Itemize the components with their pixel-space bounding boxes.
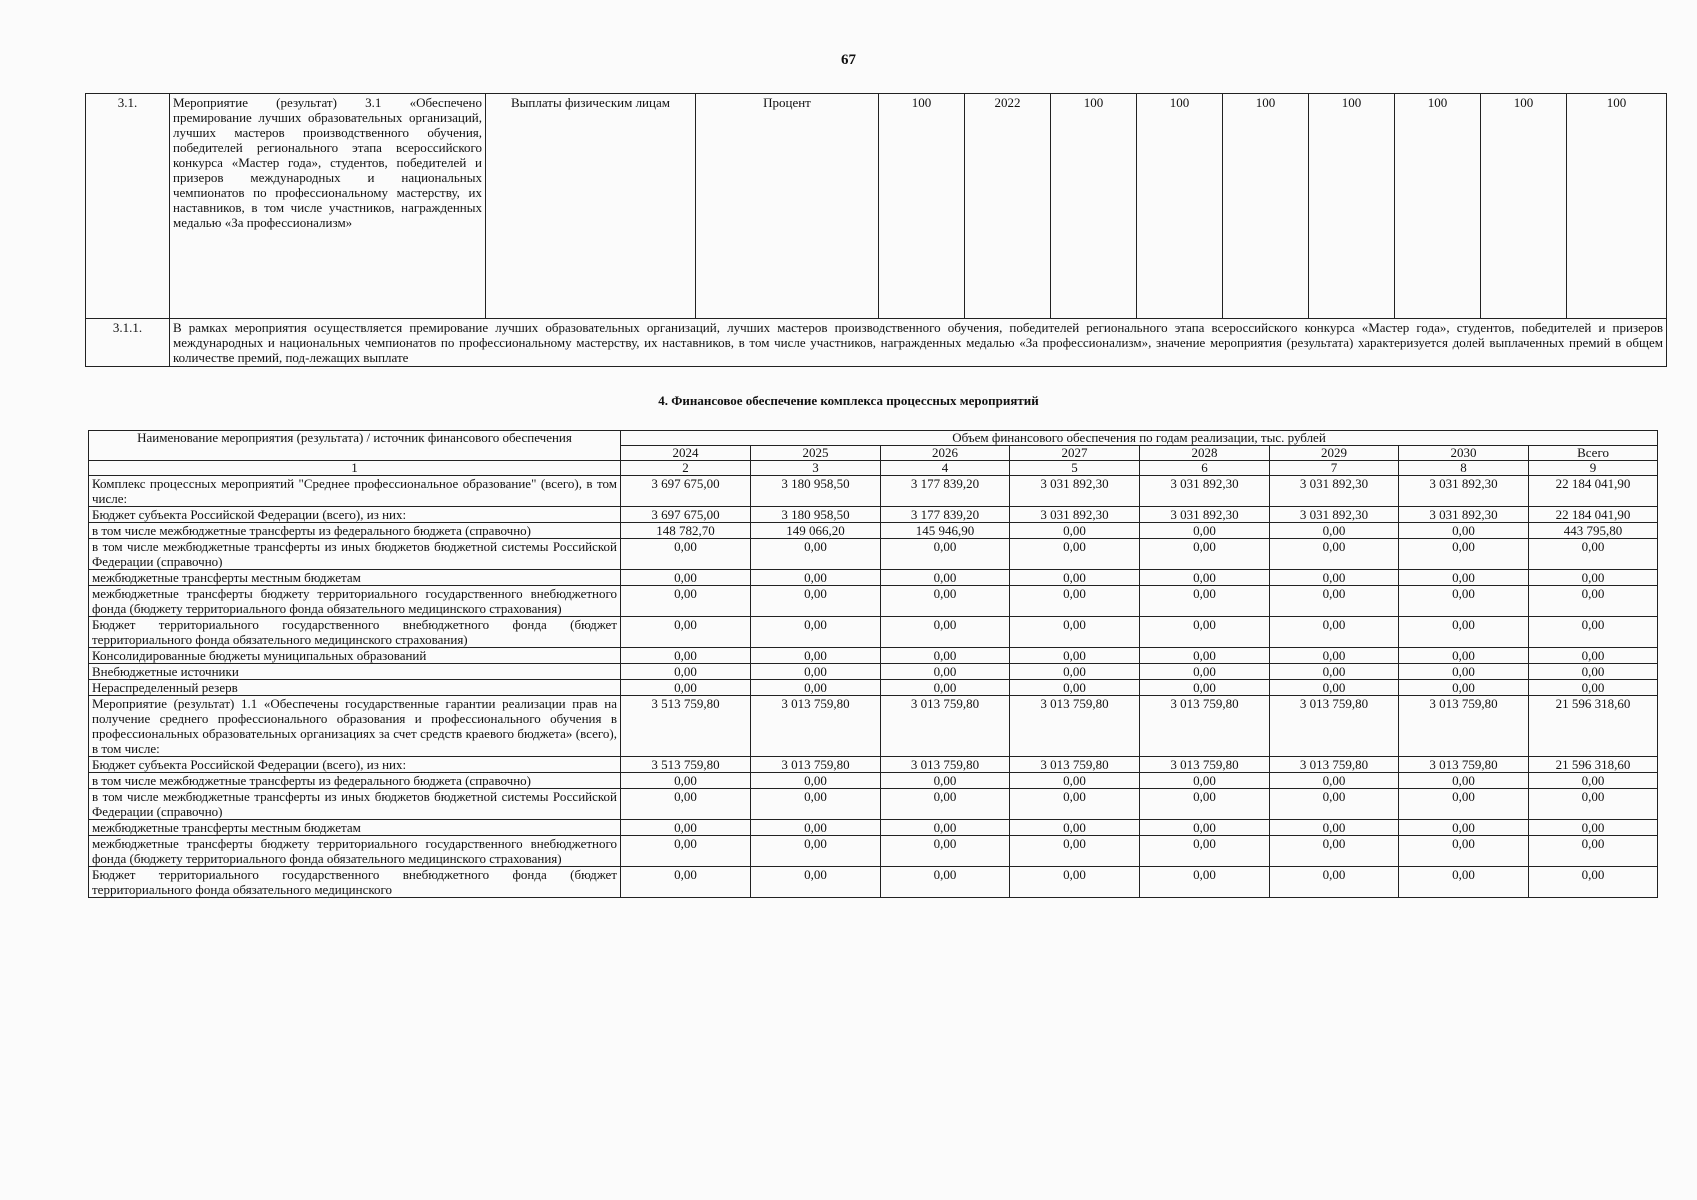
row-value: 0,00	[751, 680, 881, 696]
row-value: 3 013 759,80	[1010, 757, 1140, 773]
row-value: 3 031 892,30	[1140, 476, 1270, 507]
row-total: 0,00	[1529, 664, 1658, 680]
row-value: 0,00	[1140, 539, 1270, 570]
row-value: 3 013 759,80	[1399, 696, 1529, 757]
row-name: Бюджет территориального государственного внебюджетного фонда (бюджет территориального фонда обязательного медицинского	[89, 867, 621, 898]
row-value: 0,00	[621, 773, 751, 789]
row-total: 0,00	[1529, 820, 1658, 836]
row-value: 0,00	[621, 820, 751, 836]
row-value: 3 180 958,50	[751, 476, 881, 507]
year-header: 2025	[751, 446, 881, 461]
row-value: 0,00	[1399, 586, 1529, 617]
row-value: 0,00	[881, 773, 1010, 789]
activity-value: 100	[1051, 94, 1137, 319]
row-name: Мероприятие (результат) 1.1 «Обеспечены государственные гарантии реализации прав на получение среднего профессионального образования и профессионального обучения в профессиональных образовательных организациях за счет средств краевого бюджета» (всего), в том числе:	[89, 696, 621, 757]
row-value: 0,00	[1140, 617, 1270, 648]
row-value: 3 031 892,30	[1010, 507, 1140, 523]
row-value: 0,00	[1010, 867, 1140, 898]
column-number: 5	[1010, 461, 1140, 476]
year-header: 2024	[621, 446, 751, 461]
row-value: 3 013 759,80	[1399, 757, 1529, 773]
row-total: 0,00	[1529, 789, 1658, 820]
row-value: 0,00	[1270, 617, 1399, 648]
row-value: 0,00	[881, 586, 1010, 617]
row-value: 0,00	[751, 773, 881, 789]
row-value: 0,00	[1270, 773, 1399, 789]
volume-column-header: Объем финансового обеспечения по годам реализации, тыс. рублей	[621, 431, 1658, 446]
activity-type: Выплаты физическим лицам	[486, 94, 696, 319]
activity-name: Мероприятие (результат) 3.1 «Обеспечено премирование лучших образовательных организаций, лучших мастеров производственного обучения, победителей регионального этапа всероссийского конкурса «Мастер года», студентов, победителей и призеров международных и национальных чемпионатов по профессиональному мастерству, их наставников, в том числе участников, награжденных медалью «За профессионализм»	[170, 94, 486, 319]
finance-row	[89, 570, 1658, 586]
year-header: 2029	[1270, 446, 1399, 461]
row-value: 0,00	[881, 680, 1010, 696]
row-value: 0,00	[1270, 867, 1399, 898]
section-title: 4. Финансовое обеспечение комплекса процессных мероприятий	[658, 393, 1039, 408]
row-value: 145 946,90	[881, 523, 1010, 539]
row-value: 3 180 958,50	[751, 507, 881, 523]
activity-table	[85, 93, 1667, 367]
column-number: 4	[881, 461, 1010, 476]
row-value: 0,00	[1399, 789, 1529, 820]
row-value: 3 697 675,00	[621, 476, 751, 507]
finance-row	[89, 586, 1658, 617]
row-name: Бюджет территориального государственного внебюджетного фонда (бюджет территориального фонда обязательного медицинского страхования)	[89, 617, 621, 648]
row-value: 0,00	[881, 820, 1010, 836]
row-value: 0,00	[1270, 836, 1399, 867]
row-value: 0,00	[751, 836, 881, 867]
activity-value: 100	[1137, 94, 1223, 319]
row-value: 3 013 759,80	[881, 757, 1010, 773]
row-value: 0,00	[621, 539, 751, 570]
row-value: 0,00	[1010, 586, 1140, 617]
row-value: 0,00	[1010, 539, 1140, 570]
row-value: 0,00	[1010, 648, 1140, 664]
row-value: 0,00	[621, 617, 751, 648]
row-value: 0,00	[1010, 820, 1140, 836]
column-number: 7	[1270, 461, 1399, 476]
activity-note-number: 3.1.1.	[86, 319, 170, 367]
row-value: 0,00	[751, 820, 881, 836]
row-value: 3 513 759,80	[621, 696, 751, 757]
row-value: 0,00	[751, 867, 881, 898]
row-total: 443 795,80	[1529, 523, 1658, 539]
row-value: 0,00	[751, 570, 881, 586]
finance-row	[89, 820, 1658, 836]
row-value: 0,00	[1399, 820, 1529, 836]
row-value: 0,00	[621, 789, 751, 820]
row-value: 0,00	[1399, 773, 1529, 789]
row-value: 0,00	[1010, 570, 1140, 586]
finance-row	[89, 867, 1658, 898]
name-column-header: Наименование мероприятия (результата) / источник финансового обеспечения	[89, 431, 621, 461]
activity-value: 100	[1223, 94, 1309, 319]
finance-row	[89, 476, 1658, 507]
row-name: в том числе межбюджетные трансферты из иных бюджетов бюджетной системы Российской Федерации (справочно)	[89, 539, 621, 570]
row-total: 0,00	[1529, 617, 1658, 648]
year-header: 2026	[881, 446, 1010, 461]
row-value: 0,00	[1140, 820, 1270, 836]
column-number: 6	[1140, 461, 1270, 476]
row-value: 0,00	[1399, 570, 1529, 586]
row-value: 0,00	[881, 617, 1010, 648]
row-value: 0,00	[881, 867, 1010, 898]
row-name: Нераспределенный резерв	[89, 680, 621, 696]
column-number: 9	[1529, 461, 1658, 476]
finance-table	[88, 430, 1658, 898]
row-value: 3 013 759,80	[1140, 757, 1270, 773]
row-name: межбюджетные трансферты местным бюджетам	[89, 820, 621, 836]
row-total: 22 184 041,90	[1529, 507, 1658, 523]
row-value: 0,00	[1140, 570, 1270, 586]
row-value: 3 013 759,80	[1270, 696, 1399, 757]
row-value: 0,00	[1140, 773, 1270, 789]
row-value: 0,00	[1399, 648, 1529, 664]
row-name: в том числе межбюджетные трансферты из федерального бюджета (справочно)	[89, 773, 621, 789]
row-value: 0,00	[1140, 664, 1270, 680]
row-value: 3 031 892,30	[1140, 507, 1270, 523]
row-name: межбюджетные трансферты местным бюджетам	[89, 570, 621, 586]
row-value: 3 513 759,80	[621, 757, 751, 773]
activity-base-year: 2022	[965, 94, 1051, 319]
row-value: 0,00	[1140, 789, 1270, 820]
row-value: 0,00	[1140, 836, 1270, 867]
row-value: 0,00	[881, 664, 1010, 680]
row-value: 0,00	[1399, 539, 1529, 570]
row-total: 0,00	[1529, 773, 1658, 789]
row-total: 21 596 318,60	[1529, 696, 1658, 757]
finance-row	[89, 836, 1658, 867]
row-value: 0,00	[751, 539, 881, 570]
column-number: 8	[1399, 461, 1529, 476]
row-value: 0,00	[621, 836, 751, 867]
row-value: 3 013 759,80	[1010, 696, 1140, 757]
row-value: 0,00	[1140, 648, 1270, 664]
row-value: 0,00	[1140, 523, 1270, 539]
row-name: Комплекс процессных мероприятий "Среднее профессиональное образование" (всего), в том числе:	[89, 476, 621, 507]
activity-note-row	[86, 319, 1667, 367]
finance-row	[89, 523, 1658, 539]
finance-row	[89, 757, 1658, 773]
row-value: 0,00	[1010, 773, 1140, 789]
row-name: в том числе межбюджетные трансферты из иных бюджетов бюджетной системы Российской Федерации (справочно)	[89, 789, 621, 820]
activity-unit: Процент	[696, 94, 879, 319]
row-value: 0,00	[1270, 539, 1399, 570]
row-value: 0,00	[881, 648, 1010, 664]
row-value: 148 782,70	[621, 523, 751, 539]
finance-row	[89, 773, 1658, 789]
row-value: 0,00	[1270, 523, 1399, 539]
row-value: 0,00	[881, 789, 1010, 820]
row-value: 3 031 892,30	[1399, 476, 1529, 507]
finance-row	[89, 696, 1658, 757]
row-value: 0,00	[751, 664, 881, 680]
activity-note-text: В рамках мероприятия осуществляется премирование лучших образовательных организаций, лучших мастеров производственного обучения, победителей регионального этапа всероссийского конкурса «Мастер года», студентов, победителей и призеров международных и национальных чемпионатов по профессиональному мастерству, их наставников, в том числе участников, награжденных медалью «За профессионализм», значение мероприятия (результата) характеризуется долей выплаченных премий в общем количестве премий, под-лежащих выплате	[170, 319, 1667, 367]
row-value: 3 013 759,80	[881, 696, 1010, 757]
row-value: 0,00	[1399, 680, 1529, 696]
row-value: 3 697 675,00	[621, 507, 751, 523]
total-header: Всего	[1529, 446, 1658, 461]
row-name: Бюджет субъекта Российской Федерации (всего), из них:	[89, 507, 621, 523]
row-value: 0,00	[751, 617, 881, 648]
row-value: 0,00	[1270, 648, 1399, 664]
row-value: 0,00	[1010, 789, 1140, 820]
row-value: 3 013 759,80	[751, 696, 881, 757]
row-value: 3 031 892,30	[1270, 507, 1399, 523]
row-name: в том числе межбюджетные трансферты из федерального бюджета (справочно)	[89, 523, 621, 539]
year-header: 2030	[1399, 446, 1529, 461]
row-value: 0,00	[621, 867, 751, 898]
row-value: 0,00	[621, 586, 751, 617]
row-value: 0,00	[1010, 617, 1140, 648]
row-value: 0,00	[1010, 664, 1140, 680]
row-value: 0,00	[1010, 523, 1140, 539]
row-value: 3 013 759,80	[751, 757, 881, 773]
finance-table-body	[89, 476, 1658, 898]
year-header: 2028	[1140, 446, 1270, 461]
activity-value: 100	[1309, 94, 1395, 319]
row-name: Внебюджетные источники	[89, 664, 621, 680]
row-total: 0,00	[1529, 836, 1658, 867]
row-value: 3 031 892,30	[1399, 507, 1529, 523]
finance-row	[89, 648, 1658, 664]
column-number: 1	[89, 461, 621, 476]
finance-row	[89, 617, 1658, 648]
row-value: 0,00	[751, 586, 881, 617]
row-value: 3 013 759,80	[1270, 757, 1399, 773]
row-total: 21 596 318,60	[1529, 757, 1658, 773]
finance-row	[89, 539, 1658, 570]
row-total: 0,00	[1529, 680, 1658, 696]
activity-base-value: 100	[879, 94, 965, 319]
activity-value: 100	[1395, 94, 1481, 319]
row-total: 0,00	[1529, 570, 1658, 586]
row-value: 0,00	[881, 539, 1010, 570]
row-name: межбюджетные трансферты бюджету территориального государственного внебюджетного фонда (бюджету территориального фонда обязательного медицинского страхования)	[89, 586, 621, 617]
row-total: 22 184 041,90	[1529, 476, 1658, 507]
row-value: 0,00	[881, 570, 1010, 586]
row-value: 0,00	[1270, 820, 1399, 836]
row-value: 149 066,20	[751, 523, 881, 539]
finance-row	[89, 507, 1658, 523]
row-value: 0,00	[1010, 680, 1140, 696]
row-value: 0,00	[1010, 836, 1140, 867]
row-value: 0,00	[881, 836, 1010, 867]
row-value: 0,00	[1140, 680, 1270, 696]
row-value: 0,00	[621, 648, 751, 664]
row-value: 0,00	[621, 680, 751, 696]
row-value: 3 177 839,20	[881, 507, 1010, 523]
row-value: 0,00	[621, 570, 751, 586]
row-total: 0,00	[1529, 648, 1658, 664]
activity-value: 100	[1481, 94, 1567, 319]
row-value: 0,00	[1399, 523, 1529, 539]
finance-row	[89, 664, 1658, 680]
row-value: 3 031 892,30	[1270, 476, 1399, 507]
finance-row	[89, 789, 1658, 820]
finance-row	[89, 680, 1658, 696]
row-value: 0,00	[751, 789, 881, 820]
row-value: 3 031 892,30	[1010, 476, 1140, 507]
row-total: 0,00	[1529, 586, 1658, 617]
row-value: 0,00	[1140, 586, 1270, 617]
row-value: 0,00	[1270, 586, 1399, 617]
row-value: 0,00	[1270, 664, 1399, 680]
row-value: 0,00	[1270, 789, 1399, 820]
row-value: 0,00	[621, 664, 751, 680]
row-value: 3 177 839,20	[881, 476, 1010, 507]
row-name: Бюджет субъекта Российской Федерации (всего), из них:	[89, 757, 621, 773]
page-number: 67	[841, 52, 856, 68]
row-value: 0,00	[1399, 617, 1529, 648]
row-value: 0,00	[751, 648, 881, 664]
activity-number: 3.1.	[86, 94, 170, 319]
row-value: 3 013 759,80	[1140, 696, 1270, 757]
row-value: 0,00	[1399, 836, 1529, 867]
row-total: 0,00	[1529, 867, 1658, 898]
column-number: 3	[751, 461, 881, 476]
row-name: Консолидированные бюджеты муниципальных образований	[89, 648, 621, 664]
row-value: 0,00	[1399, 664, 1529, 680]
row-value: 0,00	[1140, 867, 1270, 898]
activity-row	[86, 94, 1667, 319]
column-number: 2	[621, 461, 751, 476]
row-value: 0,00	[1270, 680, 1399, 696]
row-name: межбюджетные трансферты бюджету территориального государственного внебюджетного фонда (бюджету территориального фонда обязательного медицинского страхования)	[89, 836, 621, 867]
year-header: 2027	[1010, 446, 1140, 461]
row-value: 0,00	[1270, 570, 1399, 586]
row-total: 0,00	[1529, 539, 1658, 570]
column-number-row	[89, 461, 1658, 476]
activity-value: 100	[1567, 94, 1667, 319]
row-value: 0,00	[1399, 867, 1529, 898]
